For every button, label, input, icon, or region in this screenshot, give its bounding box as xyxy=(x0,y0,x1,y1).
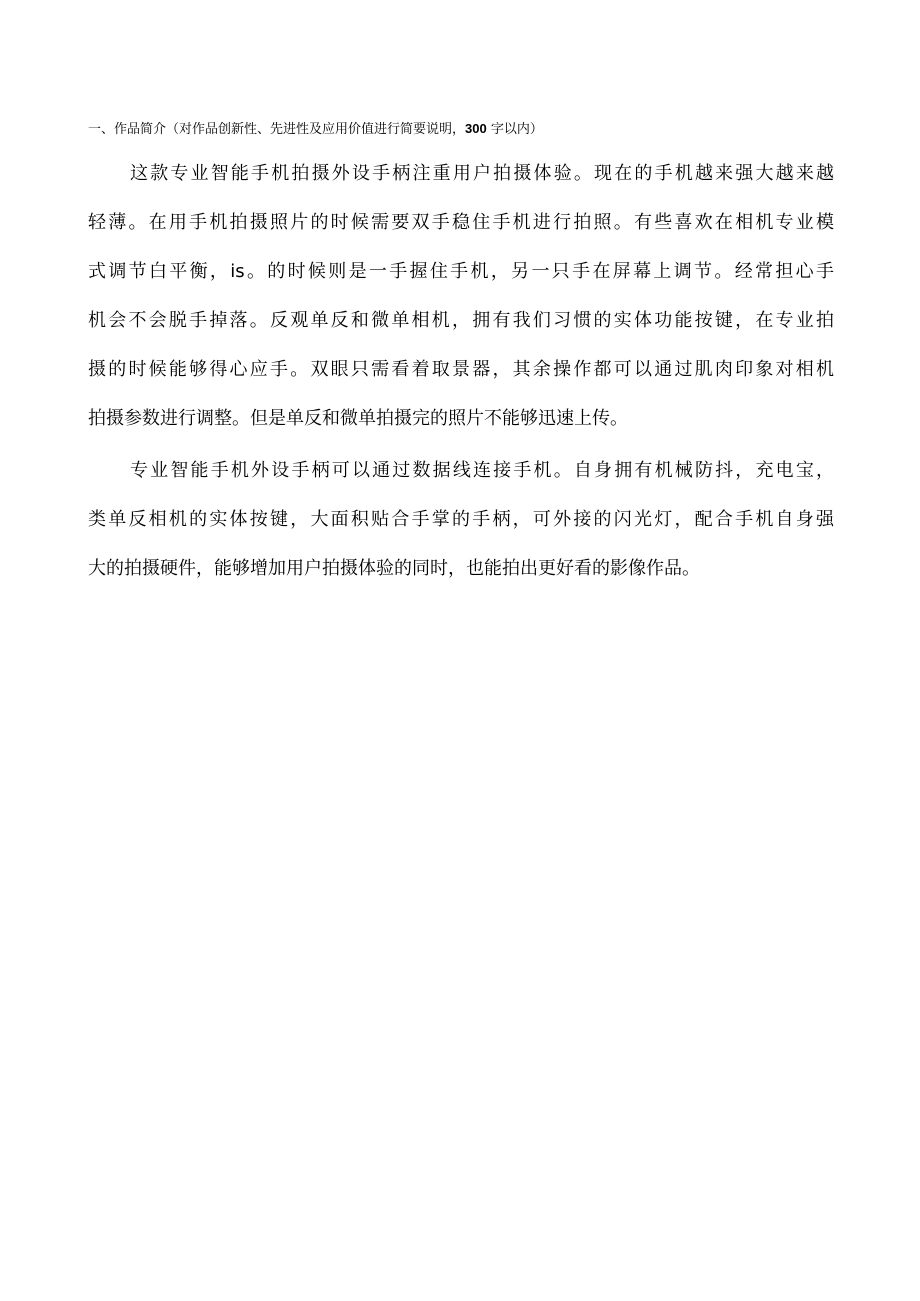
paragraph-line: 摄的时候能够得心应手。双眼只需看着取景器，其余操作都可以通过肌肉印象对相机 xyxy=(88,359,834,380)
paragraph-line: 轻薄。在用手机拍摄照片的时候需要双手稳住手机进行拍照。有些喜欢在相机专业模 xyxy=(88,212,834,233)
paragraph-line: 大的拍摄硬件，能够增加用户拍摄体验的同时，也能拍出更好看的影像作品。 xyxy=(88,558,700,579)
paragraph-line: 类单反相机的实体按键，大面积贴合手掌的手柄，可外接的闪光灯，配合手机自身强 xyxy=(88,509,834,530)
section-heading-prefix: 一、作品简介（对作品创新性、先进性及应用价值进行简要说明， xyxy=(88,122,466,137)
paragraph-2 xyxy=(88,446,834,593)
section-heading xyxy=(88,118,834,141)
paragraph-line: 拍摄参数进行调整。但是单反和微单拍摄完的照片不能够迅速上传。 xyxy=(88,408,628,429)
paragraph-line: 式调节白平衡，is。的时候则是一手握住手机，另一只手在屏幕上调节。经常担心手 xyxy=(88,261,834,282)
paragraph-line: 专业智能手机外设手柄可以通过数据线连接手机。自身拥有机械防抖，充电宝， xyxy=(130,460,834,481)
section-heading-number: 300 xyxy=(465,121,487,136)
document-content xyxy=(88,118,834,596)
paragraph-1 xyxy=(88,149,834,443)
section-heading-suffix: 字以内） xyxy=(486,122,543,137)
paragraph-line: 这款专业智能手机拍摄外设手柄注重用户拍摄体验。现在的手机越来强大越来越 xyxy=(130,163,834,184)
paragraph-line: 机会不会脱手掉落。反观单反和微单相机，拥有我们习惯的实体功能按键，在专业拍 xyxy=(88,310,834,331)
